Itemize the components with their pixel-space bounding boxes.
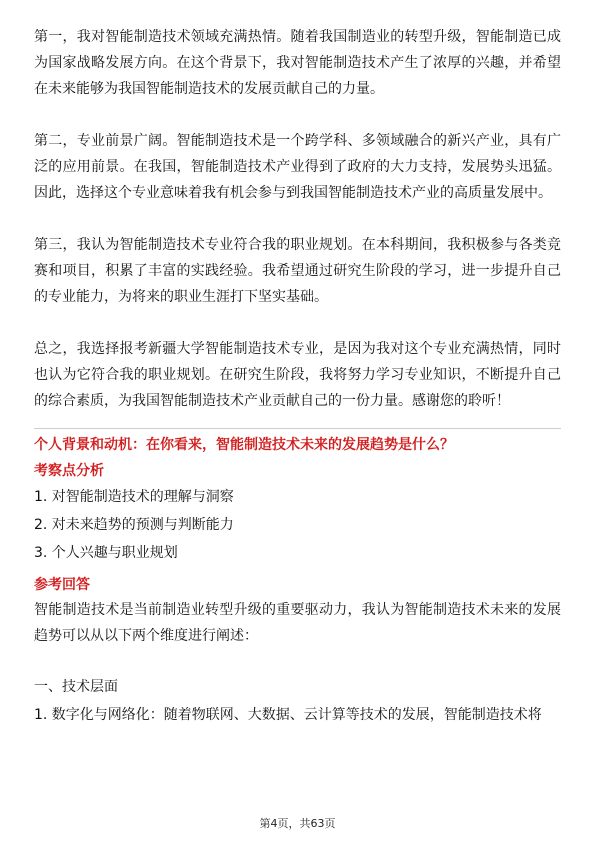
spacer	[34, 649, 561, 673]
analysis-heading: 考察点分析	[34, 463, 104, 479]
analysis-item: 1. 对智能制造技术的理解与洞察	[34, 489, 234, 505]
analysis-item: 3. 个人兴趣与职业规划	[34, 545, 178, 561]
spacer	[34, 310, 561, 336]
paragraph-conclusion: 总之，我选择报考新疆大学智能制造技术专业，是因为我对这个专业充满热情，同时也认为它符合我的职业规划。在研究生阶段，我将努力学习专业知识，不断提升自己的综合素质，为我国智能制造技术产业贡献自己的一份力量。感谢您的聆听！	[34, 341, 561, 409]
document-body	[34, 24, 561, 729]
paragraph-third-reason: 第三，我认为智能制造技术专业符合我的职业规划。在本科期间，我积极参与各类竞赛和项目，积累了丰富的实践经验。我希望通过研究生阶段的学习，进一步提升自己的专业能力，为将来的职业生涯打下坚实基础。	[34, 237, 561, 305]
page-number: 第4页，共63页	[259, 817, 336, 830]
analysis-item: 2. 对未来趋势的预测与判断能力	[34, 517, 234, 533]
answer-point: 1. 数字化与网络化：随着物联网、大数据、云计算等技术的发展，智能制造技术将	[34, 707, 542, 723]
answer-intro: 智能制造技术是当前制造业转型升级的重要驱动力，我认为智能制造技术未来的发展趋势可以从以下两个维度进行阐述：	[34, 602, 561, 644]
paragraph-second-reason: 第二，专业前景广阔。智能制造技术是一个跨学科、多领域融合的新兴产业，具有广泛的应用前景。在我国，智能制造技术产业得到了政府的大力支持，发展势头迅猛。因此，选择这个专业意味着我有机会参与到我国智能制造技术产业的高质量发展中。	[34, 133, 561, 201]
spacer	[34, 206, 561, 232]
paragraph-first-reason: 第一，我对智能制造技术领域充满热情。随着我国制造业的转型升级，智能制造已成为国家战略发展方向。在这个背景下，我对智能制造技术产生了浓厚的兴趣，并希望在未来能够为我国智能制造技术的发展贡献自己的力量。	[34, 29, 561, 97]
section-divider	[34, 428, 561, 429]
answer-heading: 参考回答	[34, 577, 90, 593]
answer-section-title: 一、技术层面	[34, 679, 118, 695]
spacer	[34, 102, 561, 128]
question-title: 个人背景和动机：在你看来，智能制造技术未来的发展趋势是什么？	[34, 437, 454, 453]
